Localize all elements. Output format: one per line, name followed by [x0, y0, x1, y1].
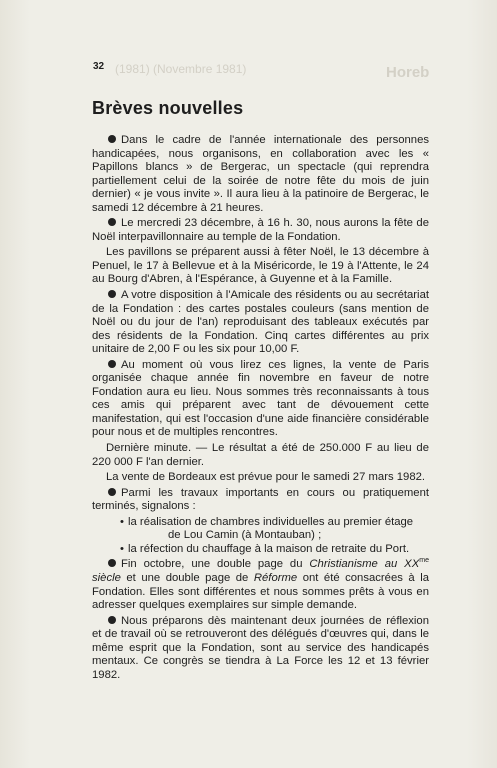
paragraph-vente-bordeaux: La vente de Bordeaux est prévue pour le samedi 27 mars 1982.	[106, 471, 426, 484]
list-item-continuation: de Lou Camin (à Montauban) ;	[168, 529, 322, 542]
bullet-icon	[108, 360, 116, 368]
bleed-through-brand: Horeb	[386, 64, 430, 81]
paragraph-travaux: Parmi les travaux importants en cours ou pratiquement terminés, signalons :	[92, 486, 429, 513]
bullet-icon	[108, 218, 116, 226]
list-item: • la réalisation de chambres individuelles au premier étage	[120, 516, 429, 530]
paragraph-congres: Nous préparons dès maintenant deux journées de réflexion et de travail où se retrouveront des délégués d'œuvres qui, dans le même esprit que la Fondation, sont au service des handicapés mentaux. Ce congrès se tiendra à La Force les 12 et 13 février 1982.	[92, 614, 429, 681]
paragraph-cartes: A votre disposition à l'Amicale des résidents ou au secrétariat de la Fondation : des cartes postales couleurs (sans mention de Noël ou du jour de l'an) reproduisant des tableaux exécutés par des résidents de la Fondation. Cinq cartes différentes au prix unitaire de 2,00 F ou les six pour 10,00 F.	[92, 289, 429, 356]
bleed-through-header: (1981) (Novembre 1981)	[115, 62, 247, 76]
page-number: 32	[93, 61, 105, 72]
paragraph-fin-octobre: Fin octobre, une double page du Christianisme au $XX^{me}$ siècle et une double page de Réforme ont été consacrées à la Fondation. Elles sont différentes et nous sommes prêts à vous en adresser quelques exemplaires sur simple demande.	[92, 557, 429, 612]
paragraph-pavillons: Les pavillons se préparent aussi à fêter Noël, le 13 décembre à Penuel, le 17 à Bellevue et à la Miséricorde, le 19 à l'Attente, le 24 au Bourg d'Abren, à l'Espérance, à Guyenne et à la Famille.	[92, 246, 429, 286]
paragraph-noel-fete: Le mercredi 23 décembre, à 16 h. 30, nous aurons la fête de Noël interpavillonnaire au temple de la Fondation.	[92, 217, 429, 243]
paragraph-vente-paris: Au moment où vous lirez ces lignes, la vente de Paris organisée chaque année fin novembre en faveur de notre Fondation aura eu lieu. Nous sommes très reconnaissants à tous ces amis qui préparent avec tant de dévouement cette manifestation, qui est l'occasion d'une aide financière considérable pour nous et de multiples rencontres.	[92, 358, 429, 439]
page-title: Brèves nouvelles	[92, 98, 244, 118]
bullet-icon	[108, 135, 116, 143]
list-item: • la réfection du chauffage à la maison de retraite du Port.	[120, 543, 429, 557]
paragraph-spectacle: Dans le cadre de l'année internationale des personnes handicapées, nous organisons, en collaboration avec les « Papillons blancs » de Bergerac, un spectacle (qui reprendra partiellement celui de la soirée de notre fête du mois de juin dernier) « je vous invite ». Il aura lieu à la patinoire de Bergerac, le samedi 12 décembre à 21 heures.	[92, 134, 429, 214]
works-list	[120, 516, 429, 557]
bullet-icon	[108, 290, 116, 298]
bullet-icon	[108, 559, 116, 567]
article-body	[92, 134, 429, 684]
paragraph-derniere-minute: Dernière minute. — Le résultat a été de 250.000 F au lieu de 220 000 F l'an dernier.	[92, 442, 429, 468]
bullet-icon	[108, 616, 116, 624]
bullet-icon	[108, 488, 116, 496]
